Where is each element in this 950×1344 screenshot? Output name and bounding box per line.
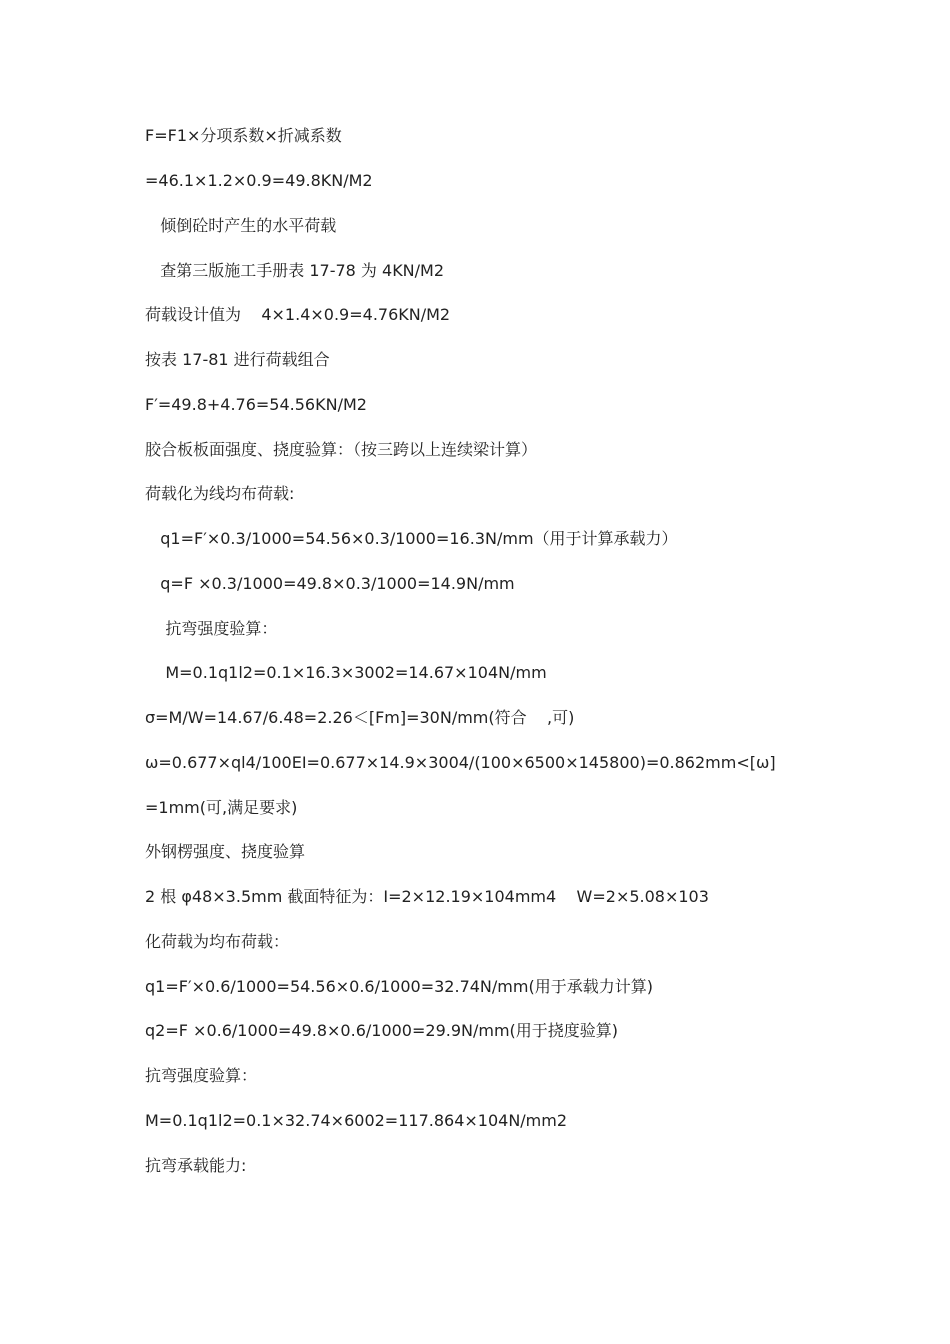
text-line: 2 根 φ48×3.5mm 截面特征为：I=2×12.19×104mm4 W=2×5.08×103	[145, 887, 709, 906]
text-line: =46.1×1.2×0.9=49.8KN/M2	[145, 171, 373, 190]
text-line: M=0.1q1l2=0.1×32.74×6002=117.864×104N/mm2	[145, 1111, 568, 1130]
text-line: 抗弯强度验算：	[145, 619, 278, 638]
text-line: 抗弯强度验算：	[145, 1066, 258, 1085]
text-line: =1mm(可,满足要求)	[145, 798, 298, 817]
text-line: 荷载化为线均布荷载:	[145, 484, 295, 503]
text-line: 荷载设计值为 4×1.4×0.9=4.76KN/M2	[145, 305, 451, 324]
text-line: 化荷载为均布荷载：	[145, 932, 290, 951]
text-line: 胶合板板面强度、挠度验算：（按三跨以上连续梁计算）	[145, 440, 538, 459]
text-line: ω=0.677×ql4/100EI=0.677×14.9×3004/(100×6500×145800)=0.862mm<[ω]	[145, 753, 776, 772]
text-line: 按表 17-81 进行荷载组合	[145, 350, 330, 369]
text-line: q=F ×0.3/1000=49.8×0.3/1000=14.9N/mm	[145, 574, 515, 593]
text-line: q2=F ×0.6/1000=49.8×0.6/1000=29.9N/mm(用于挠度验算)	[145, 1021, 619, 1040]
text-line: F=F1×分项系数×折减系数	[145, 126, 342, 145]
text-line: 倾倒砼时产生的水平荷载	[145, 216, 337, 235]
text-line: σ=M/W=14.67/6.48=2.26＜[Fm]=30N/mm(符合 ,可)	[145, 708, 575, 727]
text-line: 外钢楞强度、挠度验算	[145, 842, 306, 861]
text-line: M=0.1q1l2=0.1×16.3×3002=14.67×104N/mm	[145, 663, 547, 682]
text-line: q1=F′×0.3/1000=54.56×0.3/1000=16.3N/mm（用于计算承载力）	[145, 529, 678, 548]
text-line: F′=49.8+4.76=54.56KN/M2	[145, 395, 367, 414]
text-line: q1=F′×0.6/1000=54.56×0.6/1000=32.74N/mm(用于承载力计算)	[145, 977, 653, 996]
text-line: 抗弯承载能力:	[145, 1156, 247, 1175]
text-line: 查第三版施工手册表 17-78 为 4KN/M2	[145, 261, 445, 280]
